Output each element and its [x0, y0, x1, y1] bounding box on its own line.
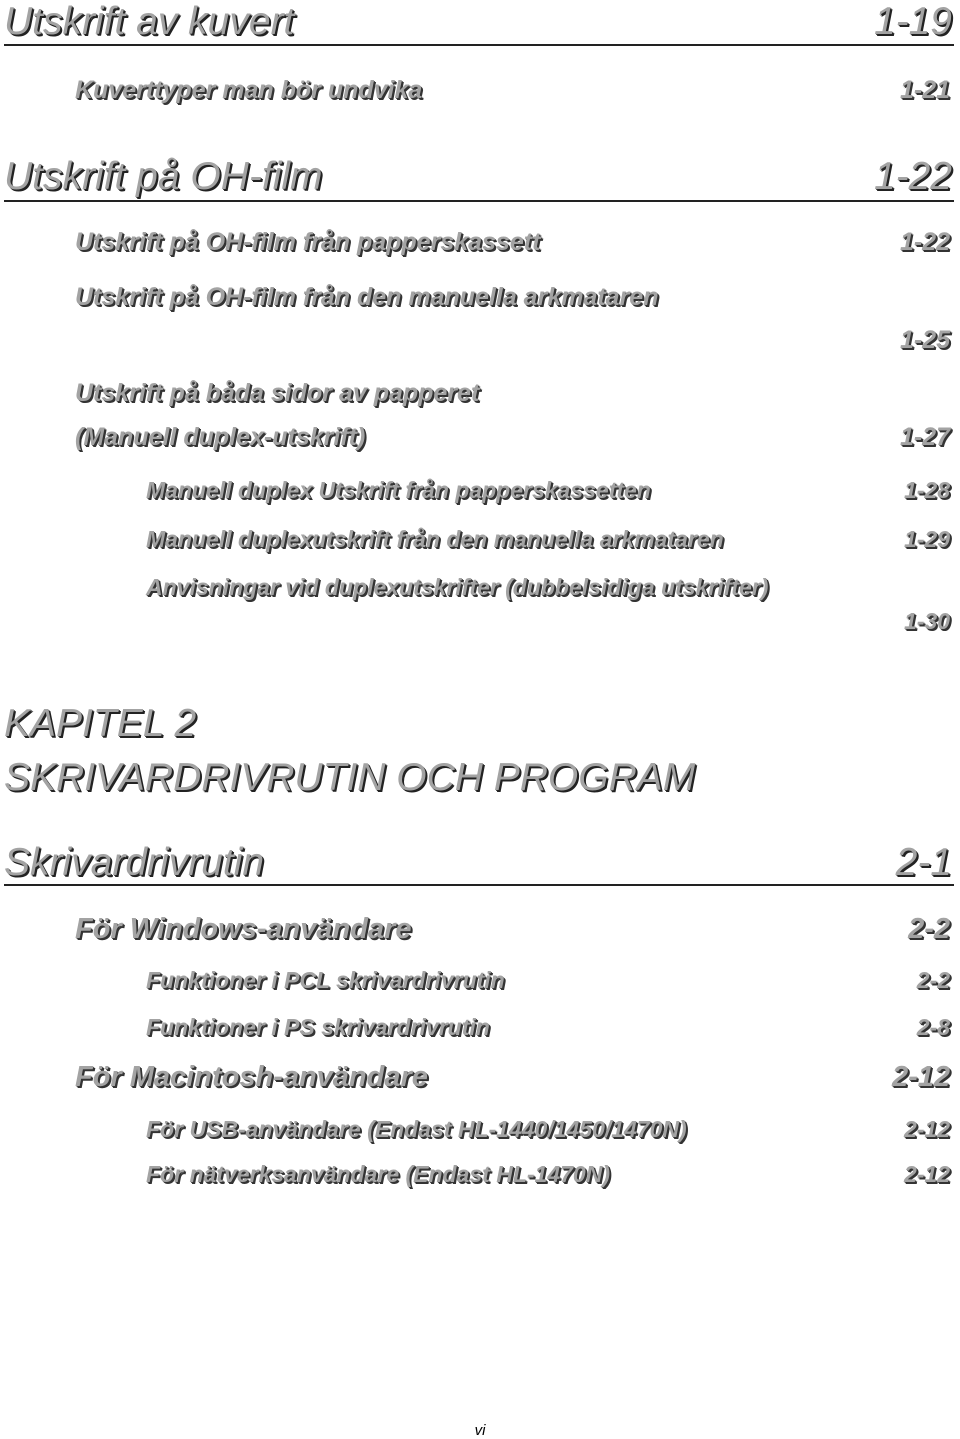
toc-entry-manuell-duplex-arkmataren: Manuell duplexutskrift från den manuella arkmataren [146, 526, 724, 552]
toc-entry-macintosh-anvandare: För Macintosh-användare [75, 1061, 428, 1093]
toc-page-number: 1-21 [899, 76, 950, 104]
toc-page-number: 2-12 [891, 1061, 950, 1093]
toc-entry-windows-anvandare: För Windows-användare [75, 913, 412, 945]
toc-page-number: 1-19 [873, 0, 952, 43]
toc-page-number: 1-22 [873, 155, 952, 198]
toc-page-number: 2-2 [916, 967, 950, 993]
toc-heading-utskrift-av-kuvert: Utskrift av kuvert [4, 0, 295, 43]
toc-page-number: 2-12 [903, 1161, 950, 1187]
heading-rule [4, 44, 954, 46]
heading-rule [4, 200, 954, 202]
toc-page-number: 2-8 [916, 1014, 950, 1040]
toc-heading-utskrift-pa-oh-film: Utskrift på OH-film [4, 155, 323, 198]
toc-page-number: 1-27 [899, 423, 950, 451]
toc-entry-kuverttyper: Kuverttyper man bör undvika [75, 76, 423, 104]
toc-entry-bada-sidor-line1: Utskrift på båda sidor av papperet [75, 379, 480, 407]
toc-page-number: 1-28 [903, 477, 950, 503]
toc-entry-natverksanvandare: För nätverksanvändare (Endast HL-1470N) [146, 1161, 610, 1187]
page-folio: vi [474, 1422, 486, 1439]
toc-page-number: 2-2 [908, 913, 950, 945]
toc-entry-usb-anvandare: För USB-användare (Endast HL-1440/1450/1470N) [146, 1116, 687, 1142]
toc-heading-skrivardrivrutin: Skrivardrivrutin [4, 841, 265, 884]
toc-page-number: 2-12 [903, 1116, 950, 1142]
toc-entry-manuell-duplex-papperskassetten: Manuell duplex Utskrift från papperskassetten [146, 477, 651, 503]
toc-page-number: 2-1 [895, 841, 952, 884]
toc-page-number: 1-25 [899, 326, 950, 354]
toc-page-number: 1-22 [899, 228, 950, 256]
toc-page-number: 1-29 [903, 526, 950, 552]
heading-rule [4, 884, 954, 886]
toc-entry-pcl-skrivardrivrutin: Funktioner i PCL skrivardrivrutin [146, 967, 505, 993]
chapter-title: SKRIVARDRIVRUTIN OCH PROGRAM [4, 756, 696, 799]
toc-entry-oh-film-papperskassett: Utskrift på OH-film från papperskassett [75, 228, 541, 256]
toc-entry-oh-film-manuella-arkmataren: Utskrift på OH-film från den manuella arkmataren [75, 283, 659, 311]
toc-entry-ps-skrivardrivrutin: Funktioner i PS skrivardrivrutin [146, 1014, 490, 1040]
toc-page-number: 1-30 [903, 608, 950, 634]
chapter-number: KAPITEL 2 [4, 702, 197, 745]
toc-entry-anvisningar-duplex: Anvisningar vid duplexutskrifter (dubbelsidiga utskrifter) [146, 574, 769, 600]
toc-entry-bada-sidor-line2: (Manuell duplex-utskrift) [75, 423, 366, 451]
